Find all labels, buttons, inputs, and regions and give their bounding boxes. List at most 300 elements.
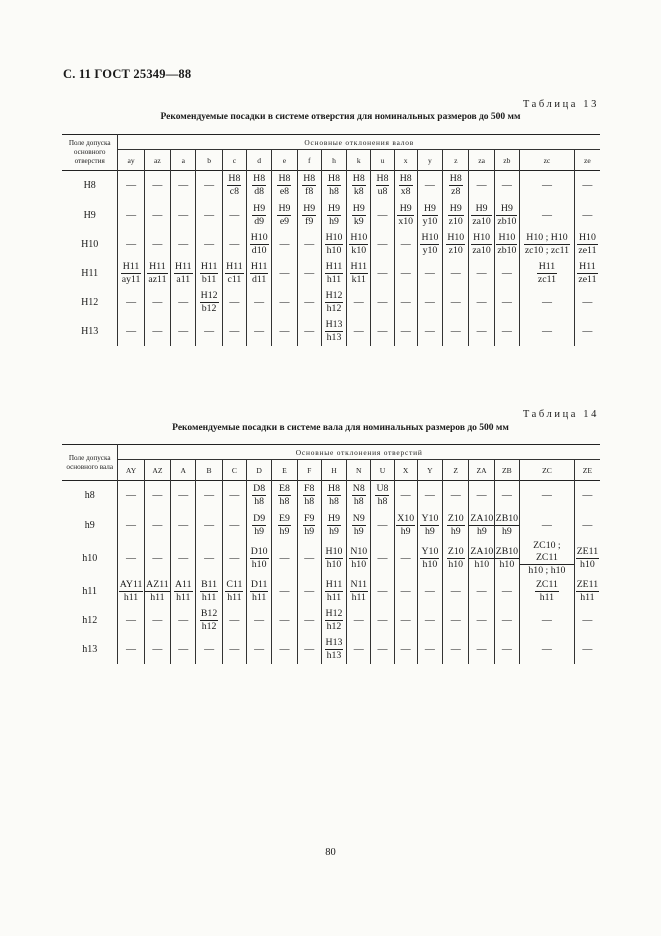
fit-cell <box>222 171 246 201</box>
fit-numerator: H9 <box>303 202 316 214</box>
fit-denominator: y10 <box>422 244 438 256</box>
fit-fraction <box>420 546 439 571</box>
empty-cell-dash: — <box>347 635 371 664</box>
empty-cell-dash: — <box>247 606 272 635</box>
empty-cell-dash: — <box>371 511 394 540</box>
fit-fraction <box>352 513 366 538</box>
fit-numerator: D10 <box>250 545 268 557</box>
fit-denominator: h10 <box>422 558 438 570</box>
empty-cell-dash: — <box>371 635 394 664</box>
empty-cell-dash: — <box>144 540 170 577</box>
fit-cell <box>196 288 222 317</box>
fit-numerator: F8 <box>304 483 315 495</box>
empty-cell-dash: — <box>196 230 222 259</box>
column-header: y <box>417 150 442 171</box>
empty-cell-dash: — <box>582 296 593 308</box>
fit-cell <box>272 481 297 511</box>
empty-cell-dash: — <box>118 288 144 317</box>
fit-fraction <box>327 173 341 198</box>
fit-numerator: H9 <box>496 203 517 216</box>
fit-denominator: ze11 <box>578 244 597 256</box>
empty-cell-dash: — <box>272 577 297 606</box>
table-13-title: Рекомендуемые посадки в системе отверстия для номинальных размеров до 500 мм <box>160 112 521 122</box>
fit-fraction <box>277 173 291 198</box>
empty-cell-dash: — <box>394 481 417 511</box>
fit-cell <box>297 511 321 540</box>
fit-fraction <box>303 483 315 508</box>
fit-fraction <box>420 232 439 257</box>
empty-cell-dash: — <box>417 606 442 635</box>
empty-cell-dash: — <box>272 288 297 317</box>
empty-cell-dash: — <box>118 481 144 511</box>
fit-denominator: a11 <box>176 273 191 285</box>
empty-cell-dash: — <box>222 540 246 577</box>
fit-denominator: h8 <box>279 496 290 508</box>
fit-fraction <box>278 513 291 538</box>
column-header: B <box>196 460 222 481</box>
column-header: AZ <box>144 460 170 481</box>
fit-numerator: U8 <box>376 483 389 495</box>
empty-cell-dash: — <box>196 540 222 577</box>
fit-cell <box>520 230 575 259</box>
empty-cell-dash: — <box>222 201 246 230</box>
empty-cell-dash: — <box>371 201 394 230</box>
column-header: A <box>171 460 196 481</box>
fit-fraction <box>174 261 193 286</box>
fit-cell <box>118 577 144 606</box>
fit-numerator: H10 ; H10 <box>524 232 570 245</box>
fit-cell <box>371 481 394 511</box>
fit-numerator: H10 <box>578 231 596 243</box>
fit-fraction <box>145 579 170 604</box>
fit-denominator: h9 <box>353 525 364 537</box>
empty-cell-dash: — <box>118 230 144 259</box>
table-row <box>62 481 600 511</box>
fit-cell <box>247 201 272 230</box>
empty-cell-dash: — <box>171 606 196 635</box>
fit-fraction <box>325 261 344 286</box>
empty-cell-dash: — <box>494 171 519 201</box>
fit-numerator: H9 <box>352 202 365 214</box>
empty-cell-dash: — <box>171 481 196 511</box>
empty-cell-dash: — <box>171 511 196 540</box>
row-label: h12 <box>62 606 118 635</box>
empty-cell-dash: — <box>272 606 297 635</box>
fit-cell <box>144 577 170 606</box>
fit-numerator: H8 <box>376 173 389 185</box>
fit-fraction <box>325 319 344 344</box>
column-header: d <box>247 150 272 171</box>
fit-cell <box>520 577 575 606</box>
fit-numerator: H11 <box>226 260 243 272</box>
fit-denominator: y10 <box>422 215 438 227</box>
fit-fraction <box>448 203 464 228</box>
fit-denominator: f8 <box>305 186 314 198</box>
fit-numerator: H8 <box>328 483 340 495</box>
field-header: Поле допуска основного отверстия <box>62 135 118 171</box>
document-header: С. 11 ГОСТ 25349—88 <box>63 67 192 81</box>
empty-cell-dash: — <box>469 288 494 317</box>
fit-denominator: h8 <box>353 496 364 508</box>
empty-cell-dash: — <box>171 540 196 577</box>
fit-denominator: h8 <box>329 186 339 198</box>
fit-cell <box>171 577 196 606</box>
fit-fraction <box>535 579 559 604</box>
fit-denominator: k11 <box>351 273 366 285</box>
fit-denominator: k10 <box>351 244 367 256</box>
fit-numerator: H9 <box>471 203 492 216</box>
empty-cell-dash: — <box>394 259 417 288</box>
fit-denominator: h11 <box>176 591 191 603</box>
column-header: ZE <box>582 465 593 475</box>
empty-cell-dash: — <box>494 288 519 317</box>
fit-denominator: h11 <box>227 591 242 603</box>
empty-cell-dash: — <box>247 635 272 664</box>
fit-numerator: Y10 <box>421 545 439 557</box>
empty-cell-dash: — <box>371 317 394 346</box>
fit-cell <box>443 230 469 259</box>
fit-denominator: h9 <box>476 525 487 537</box>
fit-denominator: h11 <box>201 591 217 603</box>
empty-cell-dash: — <box>118 540 144 577</box>
column-header: X <box>394 460 417 481</box>
empty-cell-dash: — <box>520 481 575 511</box>
fit-fraction <box>227 173 241 198</box>
column-header: a <box>171 150 196 171</box>
fit-numerator: Y10 <box>421 512 439 524</box>
column-header: H <box>321 460 346 481</box>
fit-numerator: D8 <box>253 483 266 495</box>
fit-fraction <box>449 173 463 198</box>
fit-fraction <box>376 173 390 198</box>
fit-cell <box>394 201 417 230</box>
table-row <box>62 171 600 201</box>
fit-fraction <box>325 546 344 571</box>
fit-numerator: H11 <box>149 260 166 272</box>
fit-fraction <box>469 513 494 538</box>
empty-cell-dash: — <box>582 643 593 655</box>
empty-cell-dash: — <box>196 635 222 664</box>
fit-fraction <box>302 203 316 228</box>
empty-cell-dash: — <box>222 317 246 346</box>
fit-fraction <box>352 173 366 198</box>
fit-cell <box>247 230 272 259</box>
empty-cell-dash: — <box>443 259 469 288</box>
fit-denominator: h10 <box>448 558 464 570</box>
fit-cell <box>297 171 321 201</box>
empty-cell-dash: — <box>371 540 394 577</box>
fit-numerator: H8 <box>352 173 365 185</box>
fit-denominator: ze11 <box>578 273 597 285</box>
fit-denominator: h9 <box>329 215 339 227</box>
fit-fraction <box>469 546 494 571</box>
fit-numerator: H10 <box>350 231 368 243</box>
fit-cell <box>321 511 346 540</box>
fit-denominator: h12 <box>201 620 217 632</box>
fit-numerator: H10 <box>325 231 343 243</box>
column-header: c <box>222 150 246 171</box>
column-header: u <box>371 150 394 171</box>
empty-cell-dash: — <box>171 317 196 346</box>
fit-denominator: z8 <box>451 186 461 198</box>
fit-cell <box>144 259 170 288</box>
fit-fraction <box>200 290 219 315</box>
fit-denominator: k8 <box>353 186 364 198</box>
empty-cell-dash: — <box>371 606 394 635</box>
fit-denominator: h11 <box>580 591 595 603</box>
fit-fraction <box>200 261 219 286</box>
fit-fraction <box>200 608 218 633</box>
fit-fraction <box>349 232 368 257</box>
empty-cell-dash: — <box>347 317 371 346</box>
fit-denominator: d9 <box>254 215 265 227</box>
empty-cell-dash: — <box>469 606 494 635</box>
fit-cell <box>574 230 600 259</box>
fit-denominator: c8 <box>229 186 239 198</box>
column-header: D <box>247 460 272 481</box>
fit-fraction <box>225 261 244 286</box>
fit-numerator: Z10 <box>447 512 464 524</box>
empty-cell-dash: — <box>144 606 170 635</box>
empty-cell-dash: — <box>222 635 246 664</box>
empty-cell-dash: — <box>394 540 417 577</box>
fit-denominator: x10 <box>398 215 414 227</box>
empty-cell-dash: — <box>417 317 442 346</box>
fit-fraction <box>447 513 465 538</box>
empty-cell-dash: — <box>196 317 222 346</box>
fit-numerator: H9 <box>422 203 439 216</box>
fit-denominator: e8 <box>279 186 290 198</box>
fit-fraction <box>200 579 218 604</box>
fit-cell <box>321 288 346 317</box>
fit-numerator: H11 <box>200 260 218 272</box>
empty-cell-dash: — <box>196 511 222 540</box>
fit-numerator: H8 <box>303 173 316 185</box>
empty-cell-dash: — <box>371 577 394 606</box>
column-header: ay <box>118 150 144 171</box>
column-header: C <box>222 460 246 481</box>
fit-cell <box>417 230 442 259</box>
fit-fraction <box>350 261 369 286</box>
column-header: ze <box>584 155 591 165</box>
empty-cell-dash: — <box>118 606 144 635</box>
fit-numerator: H11 <box>121 261 142 274</box>
fit-fraction <box>349 546 368 571</box>
column-header: zc <box>520 150 575 171</box>
empty-cell-dash: — <box>394 317 417 346</box>
empty-cell-dash: — <box>347 606 371 635</box>
fit-numerator: ZC11 <box>535 578 558 590</box>
empty-cell-dash: — <box>520 171 575 201</box>
fit-numerator: H11 <box>175 260 192 272</box>
fit-fraction <box>119 579 144 604</box>
fit-cell <box>520 259 575 288</box>
fit-cell <box>469 201 494 230</box>
fit-cell <box>417 540 442 577</box>
fit-cell <box>297 201 321 230</box>
fit-cell <box>321 635 346 664</box>
fit-numerator: H10 <box>473 231 491 243</box>
fit-numerator: N8 <box>352 483 365 495</box>
fit-fraction <box>520 540 574 577</box>
fit-cell <box>417 511 442 540</box>
empty-cell-dash: — <box>443 288 469 317</box>
fit-denominator: h11 <box>326 273 342 285</box>
fit-numerator: D11 <box>250 578 268 590</box>
fit-numerator: H11 <box>579 260 596 272</box>
fit-denominator: h11 <box>251 591 267 603</box>
fit-denominator: zb10 <box>497 215 517 227</box>
table-14-title: Рекомендуемые посадки в системе вала для номинальных размеров до 500 мм <box>172 423 509 433</box>
fit-cell <box>171 259 196 288</box>
empty-cell-dash: — <box>297 540 321 577</box>
empty-cell-dash: — <box>171 288 196 317</box>
fit-fraction <box>447 546 465 571</box>
fit-denominator: h10 <box>251 558 267 570</box>
fit-cell <box>347 201 371 230</box>
fit-numerator: H10 <box>421 231 439 243</box>
table-row <box>62 635 600 664</box>
empty-cell-dash: — <box>347 288 371 317</box>
empty-cell-dash: — <box>394 577 417 606</box>
fit-denominator: h8 <box>254 496 265 508</box>
row-label: h13 <box>62 635 118 664</box>
fit-cell <box>321 577 346 606</box>
row-label: H8 <box>62 171 118 201</box>
empty-cell-dash: — <box>144 201 170 230</box>
fit-numerator: H11 <box>250 260 268 272</box>
empty-cell-dash: — <box>443 606 469 635</box>
empty-cell-dash: — <box>494 635 519 664</box>
empty-cell-dash: — <box>144 288 170 317</box>
fit-denominator: h10 <box>351 558 367 570</box>
fit-fraction <box>147 261 167 286</box>
fit-numerator: N10 <box>350 545 368 557</box>
fit-fraction <box>350 579 369 604</box>
fit-denominator: h10 <box>499 558 515 570</box>
deviation-group-header: Основные отклонения отверстий <box>118 445 600 460</box>
fit-cell <box>196 577 222 606</box>
fit-denominator: h11 <box>123 591 139 603</box>
fit-denominator: d10 <box>251 244 267 256</box>
row-label: H12 <box>62 288 118 317</box>
fit-fraction <box>496 203 517 228</box>
column-header: Z <box>443 460 469 481</box>
empty-cell-dash: — <box>443 481 469 511</box>
fit-cell <box>247 540 272 577</box>
fit-numerator: H9 <box>253 202 266 214</box>
empty-cell-dash: — <box>144 230 170 259</box>
empty-cell-dash: — <box>222 481 246 511</box>
empty-cell-dash: — <box>196 481 222 511</box>
empty-cell-dash: — <box>469 171 494 201</box>
fit-fraction <box>495 513 519 538</box>
table-row <box>62 540 600 577</box>
empty-cell-dash: — <box>520 317 575 346</box>
fit-fraction <box>250 261 269 286</box>
empty-cell-dash: — <box>417 577 442 606</box>
fit-denominator: h9 <box>254 525 265 537</box>
fit-numerator: H11 <box>538 260 556 272</box>
fit-cell <box>247 511 272 540</box>
fit-numerator: X10 <box>397 512 415 524</box>
fit-denominator: h10 <box>474 558 490 570</box>
fit-fraction <box>325 232 344 257</box>
empty-cell-dash: — <box>171 230 196 259</box>
fit-denominator: u8 <box>377 186 388 198</box>
fit-cell <box>371 171 394 201</box>
table-row <box>62 317 600 346</box>
empty-cell-dash: — <box>118 171 144 201</box>
column-header: f <box>297 150 321 171</box>
fit-cell <box>574 259 600 288</box>
empty-cell-dash: — <box>574 481 600 511</box>
fit-fraction <box>325 637 344 662</box>
column-header: h <box>321 150 346 171</box>
fit-fraction <box>327 513 341 538</box>
fit-cell <box>196 606 222 635</box>
fit-fraction <box>174 579 193 604</box>
empty-cell-dash: — <box>520 288 575 317</box>
fit-numerator: ZA10 <box>470 545 494 557</box>
row-label: h10 <box>62 540 118 577</box>
fit-cell <box>321 317 346 346</box>
fit-denominator: zc10 ; zc11 <box>524 244 570 256</box>
column-header: ZB <box>494 460 519 481</box>
empty-cell-dash: — <box>469 577 494 606</box>
fit-cell <box>247 577 272 606</box>
row-label: h9 <box>62 511 118 540</box>
fit-denominator: d11 <box>251 273 267 285</box>
column-header: N <box>347 460 371 481</box>
fit-cell <box>347 577 371 606</box>
empty-cell-dash: — <box>118 511 144 540</box>
fit-cell <box>321 259 346 288</box>
column-header: U <box>371 460 394 481</box>
empty-cell-dash: — <box>196 201 222 230</box>
table-row <box>62 288 600 317</box>
empty-cell-dash: — <box>469 481 494 511</box>
empty-cell-dash: — <box>272 635 297 664</box>
table-row <box>62 606 600 635</box>
empty-cell-dash: — <box>443 635 469 664</box>
fit-numerator: ZB10 <box>495 545 519 557</box>
fit-numerator: H10 <box>447 231 465 243</box>
fit-cell <box>222 259 246 288</box>
fit-numerator: H8 <box>278 173 291 185</box>
fit-numerator: H12 <box>325 607 343 619</box>
table-14 <box>62 444 600 664</box>
empty-cell-dash: — <box>494 606 519 635</box>
fit-cell <box>321 481 346 511</box>
fit-cell <box>347 511 371 540</box>
fit-numerator: ZB10 <box>495 512 519 524</box>
fit-cell <box>443 511 469 540</box>
fit-numerator: H9 <box>397 203 414 216</box>
fit-cell <box>443 171 469 201</box>
table-row <box>62 511 600 540</box>
fit-fraction <box>577 261 597 286</box>
fit-denominator: h10 <box>580 558 595 570</box>
fit-denominator: h10 <box>326 558 342 570</box>
fit-fraction <box>537 261 557 286</box>
fit-denominator: h11 <box>150 591 165 603</box>
table-row <box>62 259 600 288</box>
fit-numerator: H10 <box>250 231 268 243</box>
empty-cell-dash: — <box>417 259 442 288</box>
fit-fraction <box>252 203 266 228</box>
empty-cell-dash: — <box>171 171 196 201</box>
